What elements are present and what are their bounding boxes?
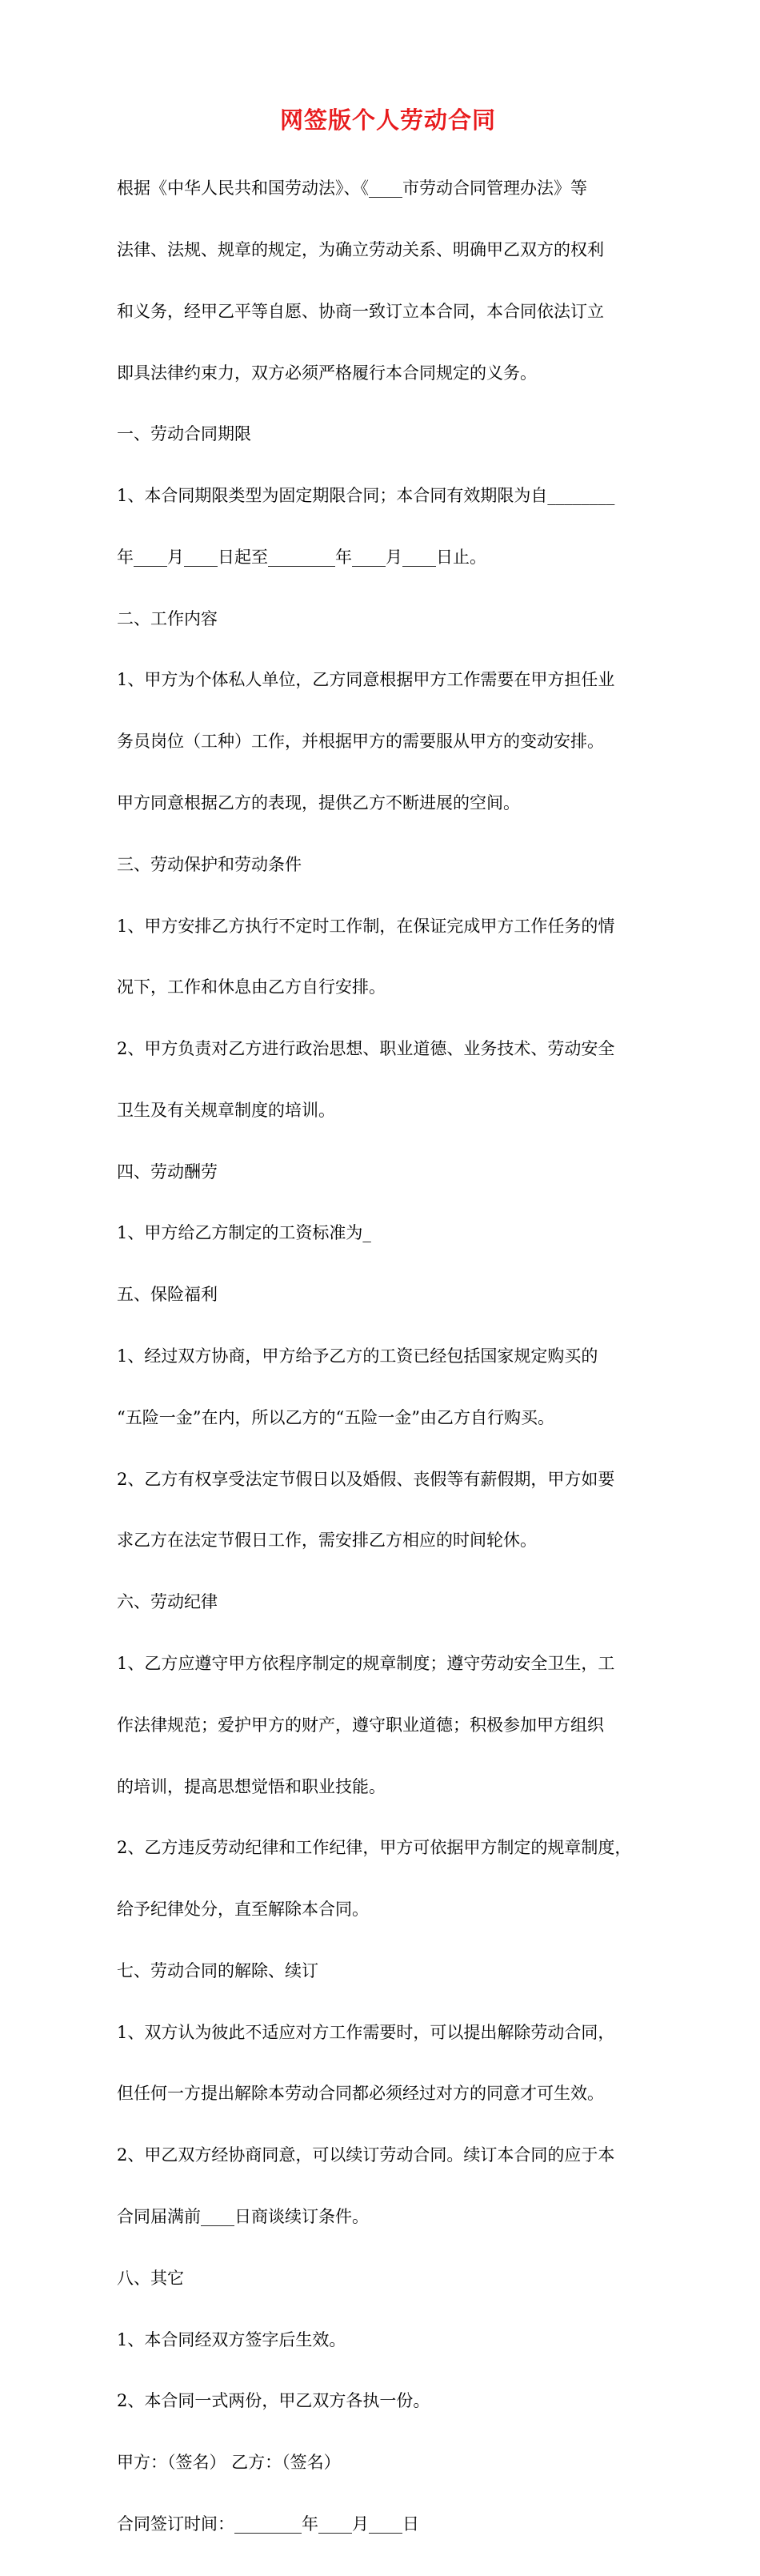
text-line: 1、甲方给乙方制定的工资标准为_ <box>117 1223 371 1243</box>
signing-date-line: 合同签订时间：________年____月____日 <box>117 2514 419 2534</box>
section-heading: 四、劳动酬劳 <box>117 1162 218 1182</box>
document-page <box>117 102 654 2576</box>
section-heading: 五、保险福利 <box>117 1285 218 1305</box>
text-line: 2、甲方负责对乙方进行政治思想、职业道德、业务技术、劳动安全 <box>117 1039 615 1059</box>
signature-line: 甲方：（签名） 乙方：（签名） <box>117 2453 341 2473</box>
text-line: 务员岗位（工种）工作，并根据甲方的需要服从甲方的变动安排。 <box>117 732 604 752</box>
section-heading: 八、其它 <box>117 2268 184 2288</box>
text-line: 2、本合同一式两份，甲乙双方各执一份。 <box>117 2391 430 2411</box>
text-line: 甲方同意根据乙方的表现，提供乙方不断进展的空间。 <box>117 793 520 813</box>
text-line: 的培训，提高思想觉悟和职业技能。 <box>117 1776 386 1796</box>
text-line: 给予纪律处分，直至解除本合同。 <box>117 1900 369 1920</box>
text-line: “五险一金”在内，所以乙方的“五险一金”由乙方自行购买。 <box>117 1407 554 1427</box>
text-line: 求乙方在法定节假日工作，需安排乙方相应的时间轮休。 <box>117 1531 537 1551</box>
text-line: 2、乙方有权享受法定节假日以及婚假、丧假等有薪假期，甲方如要 <box>117 1469 615 1489</box>
section-heading: 一、劳动合同期限 <box>117 424 251 444</box>
text-line: 但任何一方提出解除本劳动合同都必须经过对方的同意才可生效。 <box>117 2084 604 2104</box>
text-line: 法律、法规、规章的规定，为确立劳动关系、明确甲乙双方的权利 <box>117 239 604 259</box>
text-line: 2、乙方违反劳动纪律和工作纪律，甲方可依据甲方制定的规章制度， <box>117 1838 632 1858</box>
section-heading: 七、劳动合同的解除、续订 <box>117 1960 318 1980</box>
text-line: 和义务，经甲乙平等自愿、协商一致订立本合同，本合同依法订立 <box>117 301 604 321</box>
text-line: 1、本合同经双方签字后生效。 <box>117 2329 346 2349</box>
text-line: 1、经过双方协商，甲方给予乙方的工资已经包括国家规定购买的 <box>117 1346 598 1366</box>
text-line: 1、乙方应遵守甲方依程序制定的规章制度；遵守劳动安全卫生，工 <box>117 1653 615 1673</box>
text-line: 1、甲方为个体私人单位，乙方同意根据甲方工作需要在甲方担任业 <box>117 670 615 690</box>
text-line: 合同届满前____日商谈续订条件。 <box>117 2206 369 2226</box>
section-heading: 六、劳动纪律 <box>117 1592 218 1612</box>
section-heading: 三、劳动保护和劳动条件 <box>117 854 302 874</box>
text-line: 根据《中华人民共和国劳动法》、《____市劳动合同管理办法》等 <box>117 179 587 199</box>
text-line: 况下，工作和休息由乙方自行安排。 <box>117 977 386 997</box>
text-line: 卫生及有关规章制度的培训。 <box>117 1100 335 1120</box>
text-line: 1、双方认为彼此不适应对方工作需要时，可以提出解除劳动合同， <box>117 2022 615 2042</box>
text-line: 作法律规范；爱护甲方的财产，遵守职业道德；积极参加甲方组织 <box>117 1715 604 1735</box>
section-heading: 二、工作内容 <box>117 608 218 628</box>
text-line: 年____月____日起至________年____月____日止。 <box>117 547 486 567</box>
document-title: 网签版个人劳动合同 <box>279 106 496 134</box>
text-line: 1、甲方安排乙方执行不定时工作制，在保证完成甲方工作任务的情 <box>117 916 615 936</box>
text-line: 即具法律约束力，双方必须严格履行本合同规定的义务。 <box>117 363 537 383</box>
text-line: 1、本合同期限类型为固定期限合同；本合同有效期限为自________ <box>117 486 615 506</box>
text-line: 2、甲乙双方经协商同意，可以续订劳动合同。续订本合同的应于本 <box>117 2145 615 2165</box>
document-body <box>117 138 654 2576</box>
